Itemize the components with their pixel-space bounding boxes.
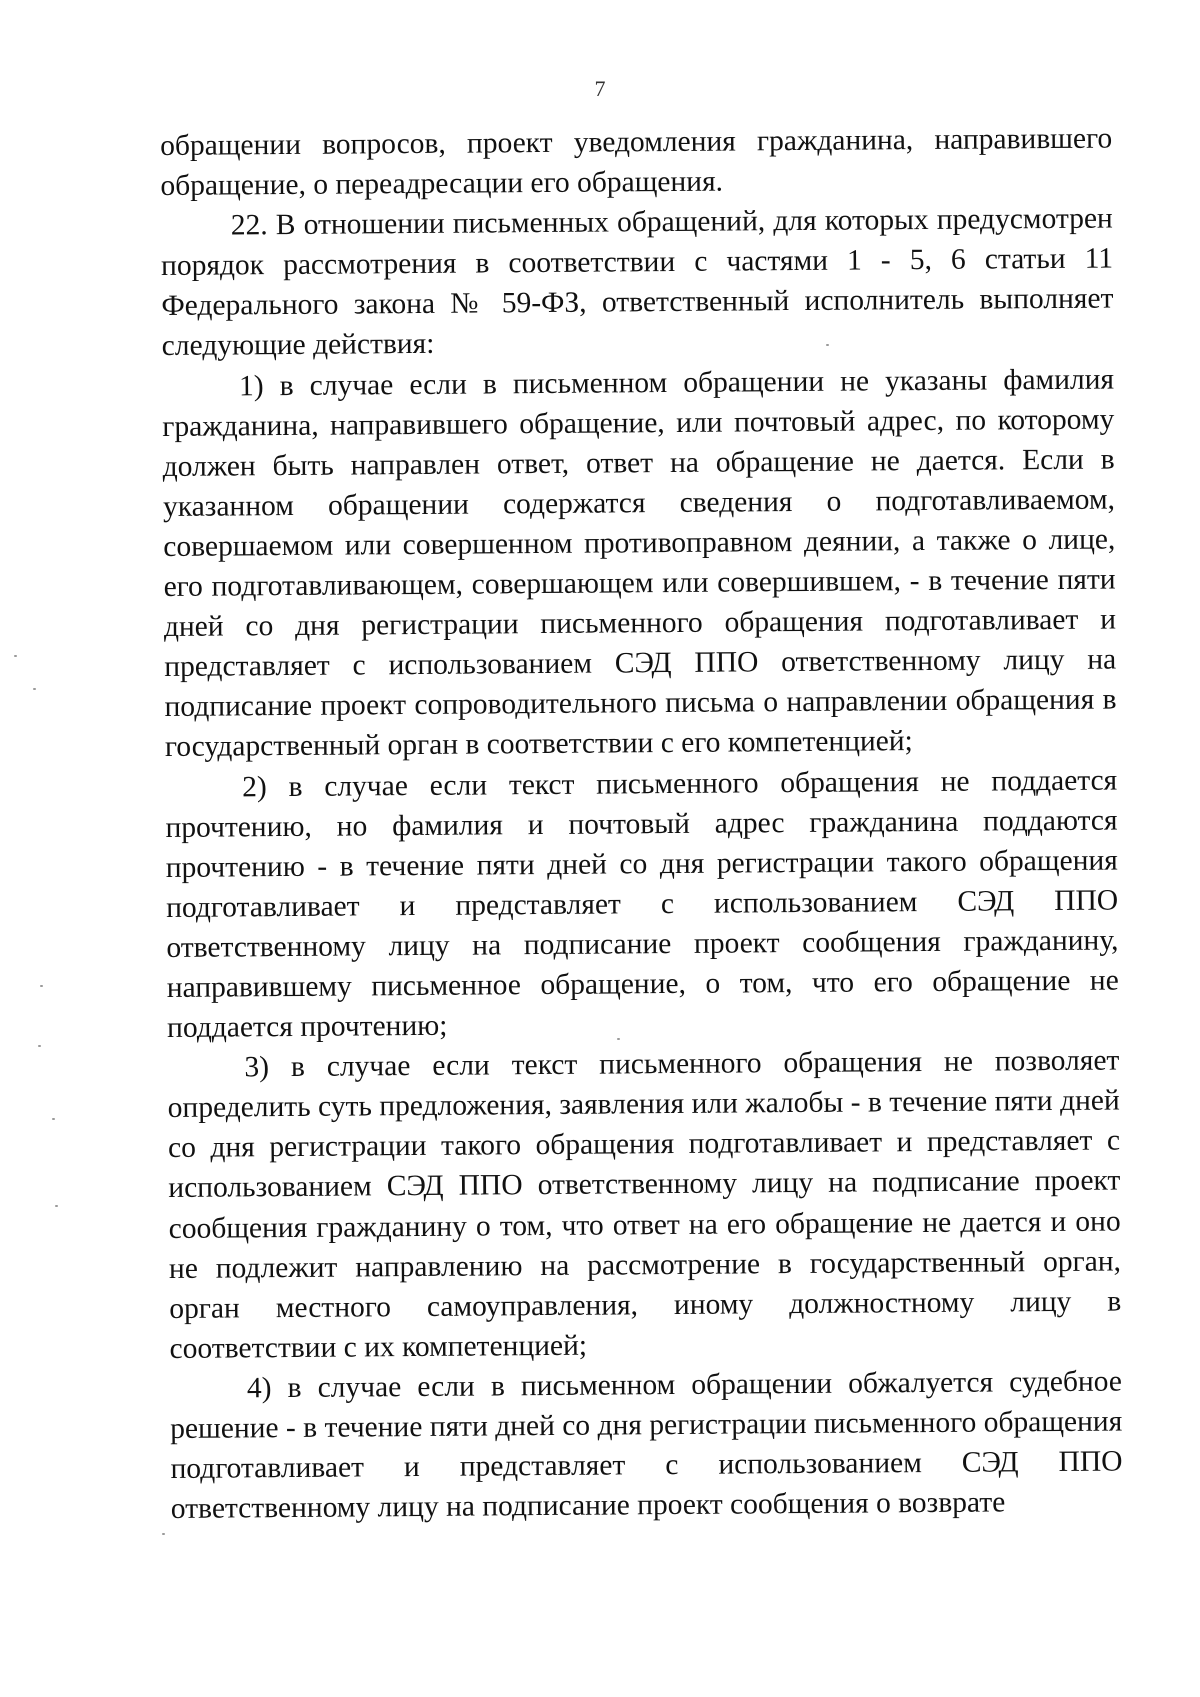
paragraph-continuation: обращении вопросов, проект уведомления гражданина, направившего обращение, о переадресации его обращения. <box>160 122 1113 203</box>
scan-speck <box>52 1118 55 1120</box>
paragraph-subitem-4: 4) в случае если в письменном обращении обжалуется судебное решение - в течение пяти дней со дня регистрации письменного обращения подготавливает и представляет с использованием СЭД ППО ответственному лицу на подписание проект сообщения о возврате <box>170 1365 1123 1526</box>
scan-speck <box>38 1045 41 1047</box>
scan-speck <box>33 688 36 690</box>
scan-speck <box>14 655 17 657</box>
paragraph-item-22: 22. В отношении письменных обращений, для которых предусмотрен порядок рассмотрения в соответствии с частями 1 - 5, 6 статьи 11 Федерального закона № 59-ФЗ, ответственный исполнитель выполняет следующие действия: <box>160 202 1114 363</box>
scan-speck <box>617 1038 620 1040</box>
paragraph-subitem-2: 2) в случае если текст письменного обращения не поддается прочтению, но фамилия и почтовый адрес гражданина поддаются прочтению - в течение пяти дней со дня регистрации такого обращения подготавливает и представляет с использованием СЭД ППО ответственному лицу на подписание проект сообщения гражданину, направившему письменное обращение, о том, что его обращение не поддается прочтению; <box>165 764 1119 1045</box>
paragraph-subitem-1: 1) в случае если в письменном обращении не указаны фамилия гражданина, направившего обращение, или почтовый адрес, по которому должен быть направлен ответ, ответ на обращение не дается. Если в указанном обращении содержатся сведения о подготавливаемом, совершаемом или совершенном противоправном деянии, а также о лице, его подготавливающем, совершающем или совершившем, - в течение пяти дней со дня регистрации письменного обращения подготавливает и представляет с использованием СЭД ППО ответственному лицу на подписание проект сопроводительного письма о направлении обращения в государственный орган в соответствии с его компетенцией; <box>162 363 1117 764</box>
page-number: 7 <box>594 76 606 101</box>
scan-speck <box>162 1533 165 1535</box>
scan-speck <box>55 1205 58 1207</box>
document-body <box>160 119 1123 1530</box>
paragraph-subitem-3: 3) в случае если текст письменного обращения не позволяет определить суть предложения, заявления или жалобы - в течение пяти дней со дня регистрации такого обращения подготавливает и представляет с использованием СЭД ППО ответственному лицу на подписание проект сообщения гражданину о том, что ответ на его обращение не дается и оно не подлежит направлению на рассмотрение в государственный орган, орган местного самоуправления, иному должностному лицу в соответствии с их компетенцией; <box>167 1044 1122 1365</box>
scan-speck <box>826 344 829 346</box>
scan-speck <box>40 985 43 987</box>
